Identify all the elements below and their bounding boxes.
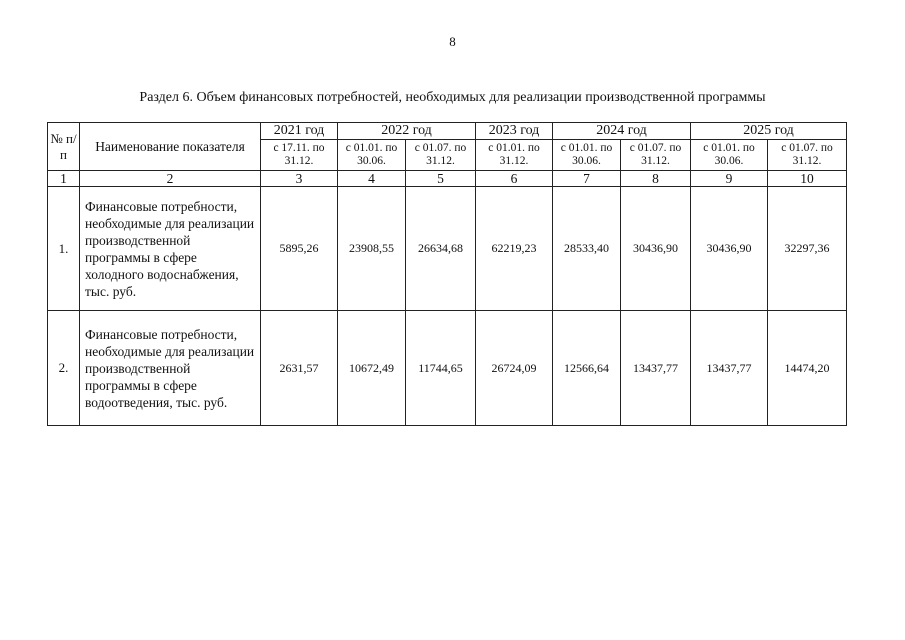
value-cell: 30436,90 (621, 187, 691, 311)
header-period: с 01.07. по 31.12. (768, 140, 847, 171)
column-number: 5 (406, 171, 476, 187)
column-number: 8 (621, 171, 691, 187)
header-period: с 17.11. по 31.12. (261, 140, 338, 171)
value-cell: 32297,36 (768, 187, 847, 311)
column-number-row (48, 171, 847, 187)
value-cell: 12566,64 (553, 311, 621, 426)
column-number: 4 (338, 171, 406, 187)
header-year-2023: 2023 год (476, 123, 553, 140)
header-period: с 01.07. по 31.12. (621, 140, 691, 171)
value-cell: 13437,77 (691, 311, 768, 426)
row-number: 1. (48, 187, 80, 311)
header-year-2025: 2025 год (691, 123, 847, 140)
column-number: 3 (261, 171, 338, 187)
value-cell: 28533,40 (553, 187, 621, 311)
header-period: с 01.01. по 30.06. (338, 140, 406, 171)
column-number: 1 (48, 171, 80, 187)
header-year-2022: 2022 год (338, 123, 476, 140)
table-row (48, 187, 847, 311)
column-number: 6 (476, 171, 553, 187)
row-indicator-name: Финансовые потребности, необходимые для реализации производственной программы в сфере холодного водоснабжения, тыс. руб. (80, 187, 261, 311)
value-cell: 5895,26 (261, 187, 338, 311)
column-number: 2 (80, 171, 261, 187)
value-cell: 13437,77 (621, 311, 691, 426)
value-cell: 62219,23 (476, 187, 553, 311)
value-cell: 23908,55 (338, 187, 406, 311)
header-number-cell: № п/п (48, 123, 80, 171)
column-number: 10 (768, 171, 847, 187)
header-name-cell: Наименование показателя (80, 123, 261, 171)
header-year-row (48, 123, 847, 140)
row-number: 2. (48, 311, 80, 426)
page-number: 8 (449, 34, 456, 49)
header-period: с 01.07. по 31.12. (406, 140, 476, 171)
financial-needs-table (47, 122, 847, 426)
header-period: с 01.01. по 30.06. (553, 140, 621, 171)
value-cell: 14474,20 (768, 311, 847, 426)
header-year-2024: 2024 год (553, 123, 691, 140)
header-year-2021: 2021 год (261, 123, 338, 140)
value-cell: 11744,65 (406, 311, 476, 426)
header-period: с 01.01. по 30.06. (691, 140, 768, 171)
value-cell: 10672,49 (338, 311, 406, 426)
section-title: Раздел 6. Объем финансовых потребностей, необходимых для реализации производственной программы (139, 90, 766, 105)
value-cell: 26634,68 (406, 187, 476, 311)
header-period: с 01.01. по 31.12. (476, 140, 553, 171)
value-cell: 26724,09 (476, 311, 553, 426)
table-row (48, 311, 847, 426)
value-cell: 2631,57 (261, 311, 338, 426)
value-cell: 30436,90 (691, 187, 768, 311)
row-indicator-name: Финансовые потребности, необходимые для реализации производственной программы в сфере водоотведения, тыс. руб. (80, 311, 261, 426)
column-number: 9 (691, 171, 768, 187)
column-number: 7 (553, 171, 621, 187)
